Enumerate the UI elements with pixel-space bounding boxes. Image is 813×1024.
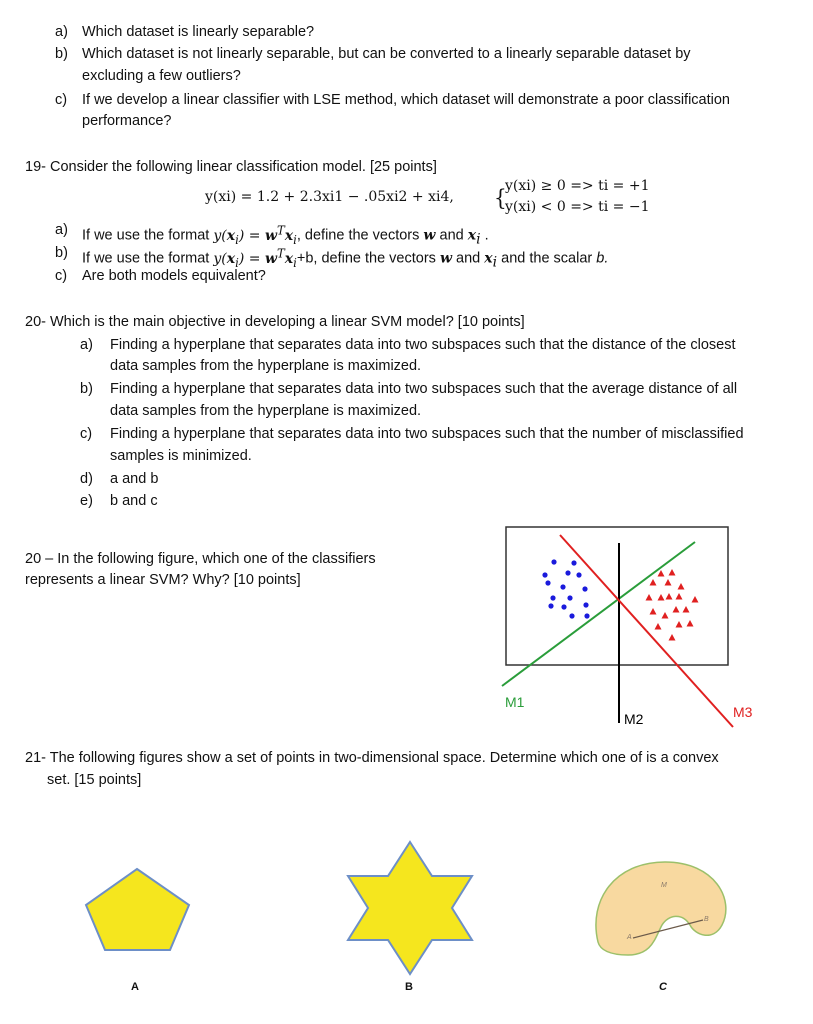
class2-point [650,608,657,615]
label-m1: M1 [505,694,525,710]
label-m3: M3 [733,704,753,720]
class1-point [548,603,553,608]
q19-case-negative: y(xi) < 0 => ti = −1 [505,199,650,215]
q19-item-b: If we use the format $y(x_i) = w^Tx_i+b$, define the vectors w and $x_i$ and the scalar b. [82,246,609,271]
q20-item-d-text: a and b [110,471,159,487]
q19-item-c-text: Are both models equivalent? [82,268,266,284]
class1-point [584,613,589,618]
q20-item-b-cont: data samples from the hyperplane is maximized. [110,403,422,419]
prev-item-a-text: Which dataset is linearly separable? [82,24,315,40]
class2-point [669,634,676,641]
and-text: and [435,227,468,244]
q19-item-b-label: b) [55,245,68,261]
class1-point [551,559,556,564]
q20-item-c-label: c) [80,426,93,442]
x-symbol: x [467,227,477,244]
class1-point [583,602,588,607]
and-text: and [452,250,485,267]
brace-icon: { [494,184,507,212]
prev-item-b-text-cont: excluding a few outliers? [82,68,241,84]
shape-c-label: C [659,981,667,993]
q20-item-b-label: b) [80,381,93,397]
prev-item-c-text: If we develop a linear classifier with LSE method, which dataset will demonstrate a poor classification [82,92,730,108]
q21-text: 21- The following figures show a set of points in two-dimensional space. Determine which one of is a convex [25,750,719,766]
q20b-text: 20 – In the following figure, which one of the classifiers [25,551,376,567]
x-symbol: x [484,250,493,267]
q20-item-b-text: Finding a hyperplane that separates data into two subspaces such that the average distance of all [110,381,738,397]
class2-point [646,594,653,601]
class1-point [560,584,565,589]
classifier-m3-line [560,535,733,727]
w-symbol: w [423,227,436,244]
class2-point [666,593,673,600]
shape-c-inner-b: B [704,916,709,923]
q19-item-a: If we use the format $y(x_i) = w^Tx_i$, define the vectors w and $x_i$ . [82,223,489,248]
q19-item-b-prefix: If we use the format [82,250,214,267]
class2-point [662,612,669,619]
q21-text-cont: set. [15 points] [47,772,142,788]
q19-item-a-label: a) [55,222,68,238]
prev-item-c-text-cont: performance? [82,113,172,129]
class2-point [650,579,657,586]
q20-item-d-label: d) [80,471,93,487]
class1-point [567,595,572,600]
q19-equation: y(xi) = 1.2 + 2.3xi1 − .05xi2 + xi4, [205,189,454,205]
q19-item-c-label: c) [55,268,68,284]
class2-point [692,596,699,603]
shape-b-star [348,842,472,974]
q20-item-a-label: a) [80,337,93,353]
q19-item-b-suffix: +b, define the vectors [296,250,440,267]
q19-title: 19- Consider the following linear classification model. [25 points] [25,159,437,175]
q19-item-a-suffix: , define the vectors [296,227,424,244]
q20b-text-cont: represents a linear SVM? Why? [10 points] [25,572,301,588]
figure-frame [506,527,728,665]
b-symbol: b. [596,250,609,267]
class2-point [687,620,694,627]
w-symbol: w [439,250,453,267]
class1-point [561,604,566,609]
q20-item-e-text: b and c [110,493,158,509]
q19-item-a-end: . [480,227,489,244]
class1-points [542,559,589,618]
class1-point [542,572,547,577]
q20-item-e-label: e) [80,493,93,509]
formula-wx: $y(x_i) = w^Tx_i$ [213,223,297,247]
class2-point [655,623,662,630]
shape-c-inner-m: M [661,882,667,889]
class2-point [676,593,683,600]
shape-a-label: A [131,981,139,993]
class2-point [683,606,690,613]
q19-item-a-prefix: If we use the format [82,227,214,244]
prev-item-c-label: c) [55,92,68,108]
class1-point [576,572,581,577]
q20-item-a-text: Finding a hyperplane that separates data into two subspaces such that the distance of the closest [110,337,736,353]
shape-c-nonconvex [596,862,726,955]
q20-title: 20- Which is the main objective in developing a linear SVM model? [10 points] [25,314,525,330]
q19-item-b-end: and the scalar [497,250,597,267]
q19-case-positive: y(xi) ≥ 0 => ti = +1 [505,178,650,194]
class1-point [565,570,570,575]
class2-points [646,569,699,641]
class1-point [571,560,576,565]
class2-point [673,606,680,613]
class1-point [582,586,587,591]
prev-item-b-text: Which dataset is not linearly separable, but can be converted to a linearly separable dataset by [82,46,691,62]
class2-point [669,569,676,576]
q20-item-a-cont: data samples from the hyperplane is maximized. [110,358,422,374]
class1-point [545,580,550,585]
shape-b-label: B [405,981,413,993]
prev-item-a-label: a) [55,24,68,40]
q20-item-c-cont: samples is minimized. [110,448,252,464]
class2-point [658,594,665,601]
shape-c-inner-a: A [627,934,632,941]
class1-point [550,595,555,600]
label-m2: M2 [624,711,644,727]
class2-point [658,570,665,577]
class2-point [678,583,685,590]
class2-point [676,621,683,628]
class1-point [569,613,574,618]
formula-wxb: $y(x_i) = w^Tx_i$ [213,246,297,270]
shape-a-pentagon [86,869,189,950]
prev-item-b-label: b) [55,46,68,62]
q20-item-c-text: Finding a hyperplane that separates data into two subspaces such that the number of misclassified [110,426,744,442]
class2-point [665,579,672,586]
